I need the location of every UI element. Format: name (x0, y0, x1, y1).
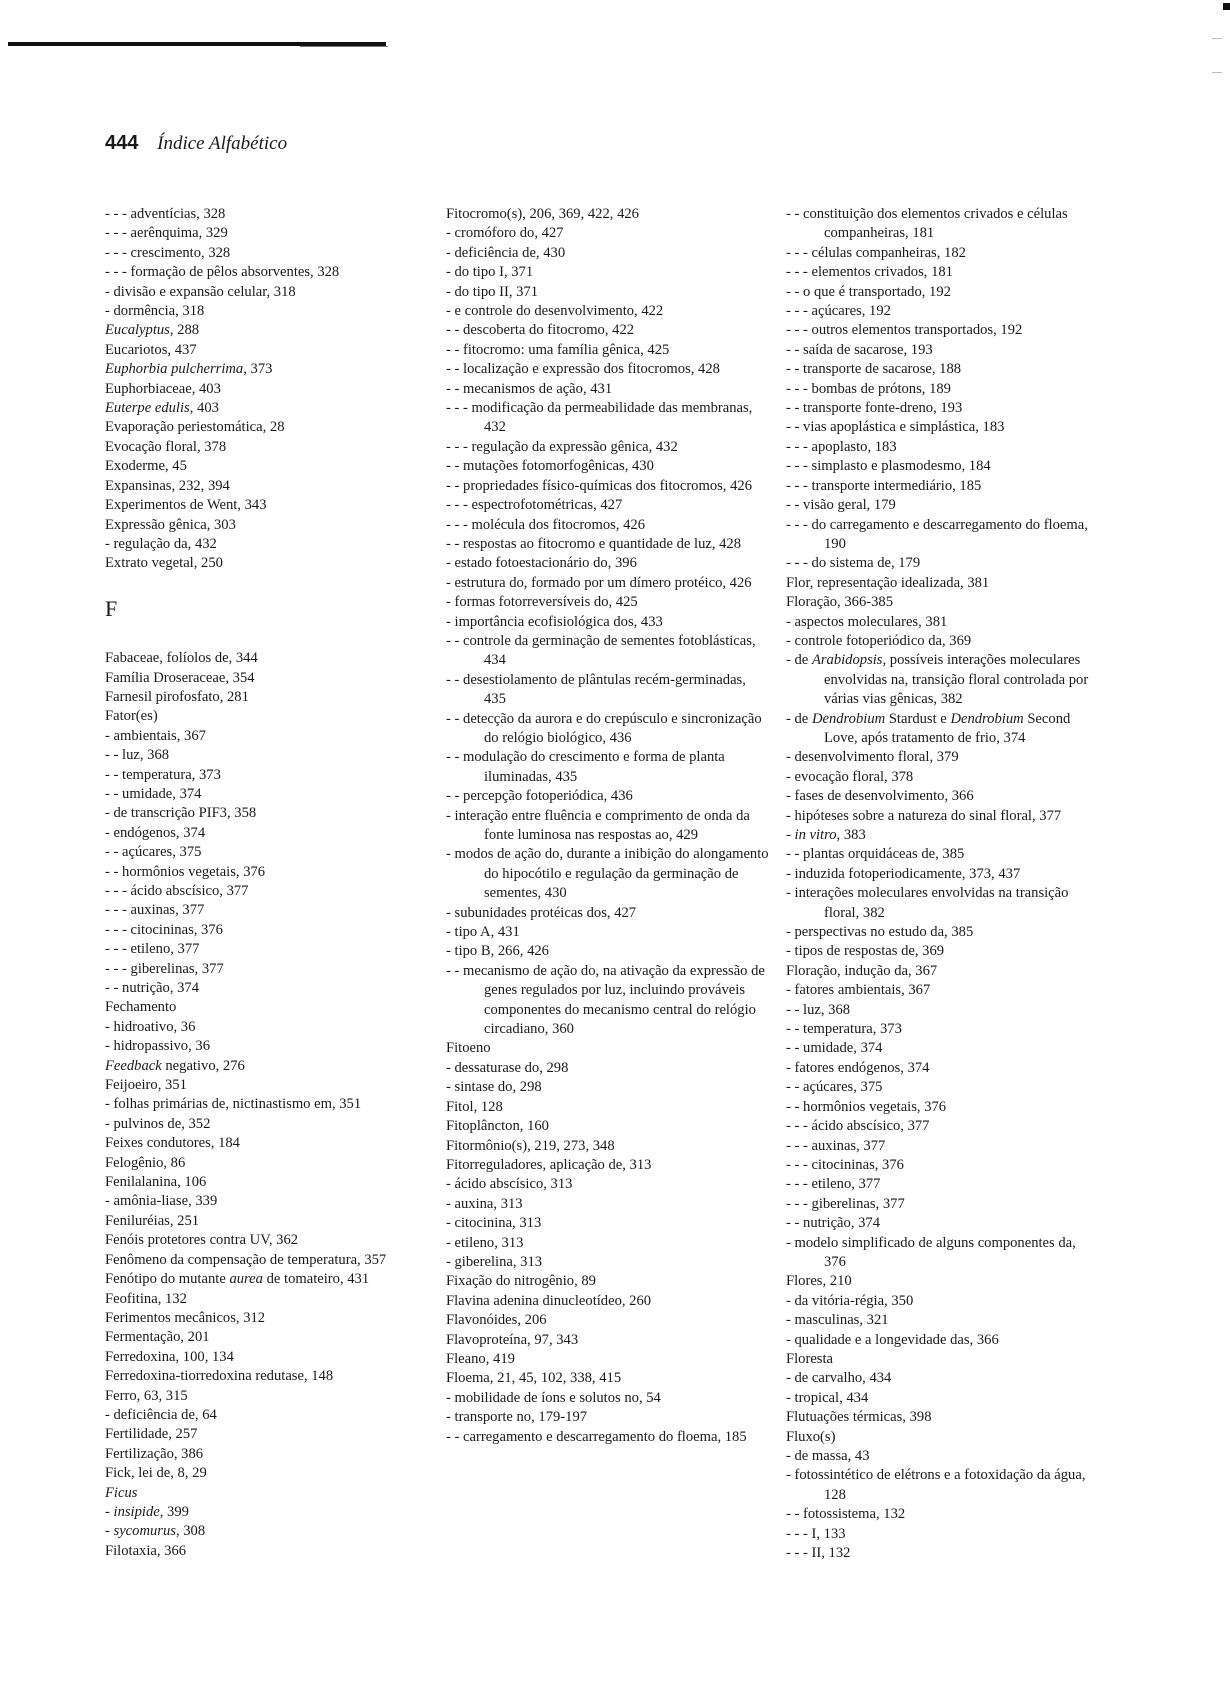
index-entry: - tipo B, 266, 426 (446, 943, 549, 960)
index-entry: Eucariotos, 437 (105, 341, 197, 358)
index-entry: Felogênio, 86 (105, 1154, 186, 1171)
index-entry: Flavina adenina dinucleotídeo, 260 (446, 1292, 652, 1309)
index-entry: - - - auxinas, 377 (105, 902, 205, 919)
index-entry: - - - II, 132 (786, 1545, 851, 1562)
index-entry: - auxina, 313 (446, 1195, 523, 1212)
index-entry: Fitol, 128 (446, 1098, 503, 1115)
index-entry: Fertilização, 386 (105, 1445, 204, 1462)
index-entry: - tropical, 434 (786, 1389, 869, 1406)
index-entry: Euterpe edulis, 403 (105, 400, 219, 417)
index-entry: - pulvinos de, 352 (105, 1115, 211, 1132)
index-entry: - de carvalho, 434 (786, 1370, 892, 1387)
index-entry: Ferredoxina-tiorredoxina redutase, 148 (105, 1368, 334, 1385)
index-entry: - - localização e expressão dos fitocromos, 428 (446, 361, 720, 378)
index-entry: - - - ácido abscísico, 377 (105, 882, 249, 899)
index-entry: Fitoeno (446, 1040, 491, 1057)
index-entry: - masculinas, 321 (786, 1312, 889, 1329)
page-header (105, 132, 287, 155)
index-entry: - da vitória-régia, 350 (786, 1292, 914, 1309)
index-entry: - - - apoplasto, 183 (786, 438, 897, 455)
index-entry: - interações moleculares envolvidas na transição floral, 382 (786, 885, 1069, 921)
index-entry: - - - simplasto e plasmodesmo, 184 (786, 458, 991, 475)
index-entry: - - propriedades físico-químicas dos fitocromos, 426 (446, 477, 752, 494)
index-entry: - induzida fotoperiodicamente, 373, 437 (786, 865, 1021, 882)
index-entry: Flor, representação idealizada, 381 (786, 574, 990, 591)
index-entry: Experimentos de Went, 343 (105, 497, 267, 514)
index-entry: Fitorreguladores, aplicação de, 313 (446, 1156, 652, 1173)
index-entry: - - açúcares, 375 (786, 1079, 883, 1096)
index-entry: Flutuações térmicas, 398 (786, 1409, 932, 1426)
index-entry: - subunidades protéicas dos, 427 (446, 904, 637, 921)
section-letter: F (105, 596, 118, 622)
index-entry: Floema, 21, 45, 102, 338, 415 (446, 1370, 622, 1387)
index-entry: - - fotossistema, 132 (786, 1506, 906, 1523)
index-entry: Ferimentos mecânicos, 312 (105, 1309, 266, 1326)
index-entry: Fenilalanina, 106 (105, 1174, 207, 1191)
index-entry: - dessaturase do, 298 (446, 1059, 569, 1076)
index-entry: - ácido abscísico, 313 (446, 1176, 573, 1193)
index-entry: Feijoeiro, 351 (105, 1077, 187, 1094)
index-entry: - - vias apoplástica e simplástica, 183 (786, 419, 1005, 436)
index-entry: - tipo A, 431 (446, 924, 520, 941)
index-entry: Expressão gênica, 303 (105, 516, 236, 533)
index-entry: Expansinas, 232, 394 (105, 477, 230, 494)
index-entry: Fleano, 419 (446, 1350, 515, 1367)
index-entry: - - - modificação da permeabilidade das membranas, 432 (446, 400, 753, 436)
index-entry: - estrutura do, formado por um dímero protéico, 426 (446, 574, 752, 591)
index-entry: Fenótipo do mutante aurea de tomateiro, 431 (105, 1271, 370, 1288)
index-entry: - - temperatura, 373 (105, 766, 221, 783)
index-entry: - qualidade e a longevidade das, 366 (786, 1331, 999, 1348)
index-entry: - regulação da, 432 (105, 535, 217, 552)
index-entry: - ambientais, 367 (105, 727, 206, 744)
index-entry: - do tipo I, 371 (446, 264, 534, 281)
index-entry: Família Droseraceae, 354 (105, 669, 255, 686)
index-spacer (105, 574, 405, 593)
index-entry: - de Dendrobium Stardust e Dendrobium Second Love, após tratamento de frio, 374 (786, 710, 1071, 746)
index-entry: - - - células companheiras, 182 (786, 244, 966, 261)
index-entry: - interação entre fluência e comprimento de onda da fonte luminosa nas respostas ao, 429 (446, 807, 750, 843)
index-entry: - - - crescimento, 328 (105, 244, 231, 261)
index-entry: Farnesil pirofosfato, 281 (105, 688, 249, 705)
index-entry: Fixação do nitrogênio, 89 (446, 1273, 596, 1290)
index-entry: Fermentação, 201 (105, 1329, 210, 1346)
index-entry: - - luz, 368 (105, 747, 170, 764)
index-entry: - dormência, 318 (105, 303, 205, 320)
index-entry: - hidropassivo, 36 (105, 1038, 210, 1055)
index-entry: Feedback negativo, 276 (105, 1057, 245, 1074)
index-entry: - - umidade, 374 (105, 785, 202, 802)
index-entry: Feixes condutores, 184 (105, 1135, 240, 1152)
index-entry: Flores, 210 (786, 1273, 852, 1290)
index-entry: - - transporte de sacarose, 188 (786, 361, 962, 378)
index-entry: - - - açúcares, 192 (786, 303, 891, 320)
index-entry: - - - regulação da expressão gênica, 432 (446, 438, 678, 455)
index-entry: - - detecção da aurora e do crepúsculo e sincronização do relógio biológico, 436 (446, 710, 762, 746)
index-entry: - - - aerênquima, 329 (105, 225, 228, 242)
index-entry: - - - I, 133 (786, 1525, 846, 1542)
index-entry: - sycomurus, 308 (105, 1523, 206, 1540)
index-entry: - - visão geral, 179 (786, 497, 896, 514)
index-entry: - giberelina, 313 (446, 1253, 543, 1270)
index-entry: Fenômeno da compensação de temperatura, 357 (105, 1251, 387, 1268)
index-entry: - cromóforo do, 427 (446, 225, 564, 242)
index-entry: - - - giberelinas, 377 (105, 960, 224, 977)
index-entry: Ficus (105, 1484, 138, 1501)
index-entry: - - - transporte intermediário, 185 (786, 477, 982, 494)
index-entry: Euphorbiaceae, 403 (105, 380, 221, 397)
index-entry: - fatores endógenos, 374 (786, 1059, 930, 1076)
index-entry: - controle fotoperiódico da, 369 (786, 632, 972, 649)
index-entry: - - - do sistema de, 179 (786, 555, 921, 572)
index-entry: - - fitocromo: uma família gênica, 425 (446, 341, 670, 358)
index-entry: - hidroativo, 36 (105, 1018, 196, 1035)
index-entry: - - nutrição, 374 (105, 980, 200, 997)
index-entry: - - percepção fotoperiódica, 436 (446, 788, 633, 805)
scan-corner-mark (1223, 3, 1230, 10)
index-entry: Fertilidade, 257 (105, 1426, 198, 1443)
index-entry: - - açúcares, 375 (105, 844, 202, 861)
index-entry: - - constituição dos elementos crivados e células companheiras, 181 (786, 206, 1068, 242)
index-entry: Flavoproteína, 97, 343 (446, 1331, 579, 1348)
header-rule-tail (300, 46, 388, 47)
index-entry: - - hormônios vegetais, 376 (786, 1098, 947, 1115)
index-entry: - in vitro, 383 (786, 827, 866, 843)
index-entry: - - umidade, 374 (786, 1040, 883, 1057)
index-entry: - divisão e expansão celular, 318 (105, 283, 296, 300)
index-entry: Extrato vegetal, 250 (105, 555, 223, 572)
index-entry: Fitocromo(s), 206, 369, 422, 426 (446, 206, 639, 222)
index-entry: Evaporação periestomática, 28 (105, 419, 285, 436)
index-entry: - deficiência de, 64 (105, 1406, 217, 1423)
index-entry: Fitoplâncton, 160 (446, 1118, 549, 1135)
index-entry: - - - giberelinas, 377 (786, 1195, 905, 1212)
page-number: 444 (105, 132, 139, 154)
index-entry: - - hormônios vegetais, 376 (105, 863, 266, 880)
index-entry: - de Arabidopsis, possíveis interações moleculares envolvidas na, transição floral controlada por várias vias gênicas, 382 (786, 652, 1089, 708)
index-entry: - - - do carregamento e descarregamento do floema, 190 (786, 516, 1088, 552)
scan-edge-mark (1212, 72, 1222, 73)
index-entry: Evocação floral, 378 (105, 438, 227, 455)
index-entry: - - controle da germinação de sementes fotoblásticas, 434 (446, 632, 756, 669)
index-entry: Fechamento (105, 999, 177, 1016)
page-title: Índice Alfabético (157, 133, 288, 154)
index-entry: - tipos de respostas de, 369 (786, 943, 945, 960)
index-entry: - sintase do, 298 (446, 1079, 542, 1096)
index-entry: Feniluréias, 251 (105, 1212, 200, 1229)
index-entry: Ferro, 63, 315 (105, 1387, 188, 1404)
index-entry: - - - outros elementos transportados, 192 (786, 322, 1023, 339)
index-entry: - fases de desenvolvimento, 366 (786, 788, 974, 805)
index-entry: - amônia-liase, 339 (105, 1193, 218, 1210)
index-column-1 (105, 205, 405, 1561)
index-entry: - etileno, 313 (446, 1234, 524, 1251)
index-entry: - importância ecofisiológica dos, 433 (446, 613, 663, 630)
index-entry: - - - citocininas, 376 (105, 921, 223, 938)
index-entry: Fabaceae, folíolos de, 344 (105, 650, 258, 667)
index-column-3 (786, 205, 1096, 1563)
index-entry: - deficiência de, 430 (446, 244, 566, 261)
index-entry: - - mutações fotomorfogênicas, 430 (446, 458, 654, 475)
index-entry: Floração, 366-385 (786, 594, 893, 611)
index-entry: - evocação floral, 378 (786, 768, 914, 785)
index-entry: - - - etileno, 377 (786, 1176, 881, 1193)
index-entry: Fitormônio(s), 219, 273, 348 (446, 1137, 615, 1154)
index-entry: Exoderme, 45 (105, 458, 187, 475)
index-entry: - - mecanismos de ação, 431 (446, 380, 613, 397)
index-entry: Fenóis protetores contra UV, 362 (105, 1232, 299, 1249)
index-entry: - - luz, 368 (786, 1001, 851, 1018)
index-entry: - e controle do desenvolvimento, 422 (446, 303, 664, 320)
index-entry: Filotaxia, 366 (105, 1542, 187, 1559)
index-entry: - - respostas ao fitocromo e quantidade de luz, 428 (446, 535, 742, 552)
index-entry: Fick, lei de, 8, 29 (105, 1465, 207, 1482)
index-entry: - citocinina, 313 (446, 1215, 542, 1232)
index-entry: - - modulação do crescimento e forma de planta iluminadas, 435 (446, 749, 725, 785)
index-entry: - - saída de sacarose, 193 (786, 341, 933, 358)
index-entry: Ferredoxina, 100, 134 (105, 1348, 234, 1365)
index-entry: Euphorbia pulcherrima, 373 (105, 361, 273, 378)
index-entry: - - plantas orquidáceas de, 385 (786, 846, 965, 863)
index-entry: - - - citocininas, 376 (786, 1156, 904, 1173)
index-entry: - - - ácido abscísico, 377 (786, 1118, 930, 1135)
index-entry: - - transporte fonte-dreno, 193 (786, 400, 963, 417)
index-entry: Fluxo(s) (786, 1428, 836, 1445)
index-entry: - - desestiolamento de plântulas recém-germinadas, 435 (446, 671, 746, 708)
index-entry: - hipóteses sobre a natureza do sinal floral, 377 (786, 807, 1062, 824)
index-entry: - aspectos moleculares, 381 (786, 613, 948, 630)
index-entry: - - - etileno, 377 (105, 941, 200, 958)
index-entry: Floresta (786, 1350, 834, 1367)
index-entry: - - carregamento e descarregamento do floema, 185 (446, 1428, 747, 1445)
index-entry: - - - molécula dos fitocromos, 426 (446, 516, 645, 533)
index-entry: - mobilidade de íons e solutos no, 54 (446, 1389, 661, 1406)
index-entry: - modos de ação do, durante a inibição do alongamento do hipocótilo e regulação da germinação de sementes, 430 (446, 846, 769, 902)
index-entry: - - - espectrofotométricas, 427 (446, 497, 623, 514)
index-entry: - - o que é transportado, 192 (786, 283, 951, 300)
index-entry: - transporte no, 179-197 (446, 1409, 588, 1426)
index-entry: - - descoberta do fitocromo, 422 (446, 322, 635, 339)
index-entry: - de transcrição PIF3, 358 (105, 805, 257, 822)
index-entry: - fotossintético de elétrons e a fotoxidação da água, 128 (786, 1467, 1086, 1503)
index-entry: - insipide, 399 (105, 1503, 189, 1520)
index-entry: - formas fotorreversíveis do, 425 (446, 594, 638, 611)
index-entry: - estado fotoestacionário do, 396 (446, 555, 637, 572)
index-entry: - - - elementos crivados, 181 (786, 264, 953, 281)
index-entry: - - temperatura, 373 (786, 1021, 902, 1038)
index-entry: Floração, indução da, 367 (786, 962, 938, 979)
index-entry: - - nutrição, 374 (786, 1215, 881, 1232)
index-entry: - desenvolvimento floral, 379 (786, 749, 959, 766)
index-column-2 (446, 205, 771, 1447)
index-entry: - - - bombas de prótons, 189 (786, 380, 951, 397)
index-entry: Eucalyptus, 288 (105, 322, 200, 339)
scan-edge-mark (1212, 38, 1222, 39)
index-entry: - - mecanismo de ação do, na ativação da expressão de genes regulados por luz, incluindo prováveis componentes do mecanismo central do relógio circadiano, 360 (446, 962, 765, 1038)
index-entry: - - - formação de pêlos absorventes, 328 (105, 264, 340, 281)
index-entry: - endógenos, 374 (105, 824, 206, 841)
index-entry: - de massa, 43 (786, 1448, 870, 1464)
index-entry: - - - auxinas, 377 (786, 1137, 886, 1154)
index-entry: - folhas primárias de, nictinastismo em, 351 (105, 1096, 362, 1113)
index-entry: - fatores ambientais, 367 (786, 982, 931, 999)
index-entry: - perspectivas no estudo da, 385 (786, 924, 974, 941)
index-entry: Feofitina, 132 (105, 1290, 187, 1307)
index-entry: - modelo simplificado de alguns componentes da, 376 (786, 1234, 1076, 1270)
index-entry: - - - adventícias, 328 (105, 206, 226, 222)
index-entry: Fator(es) (105, 708, 158, 725)
index-entry: Flavonóides, 206 (446, 1312, 547, 1329)
index-entry: - do tipo II, 371 (446, 283, 539, 300)
